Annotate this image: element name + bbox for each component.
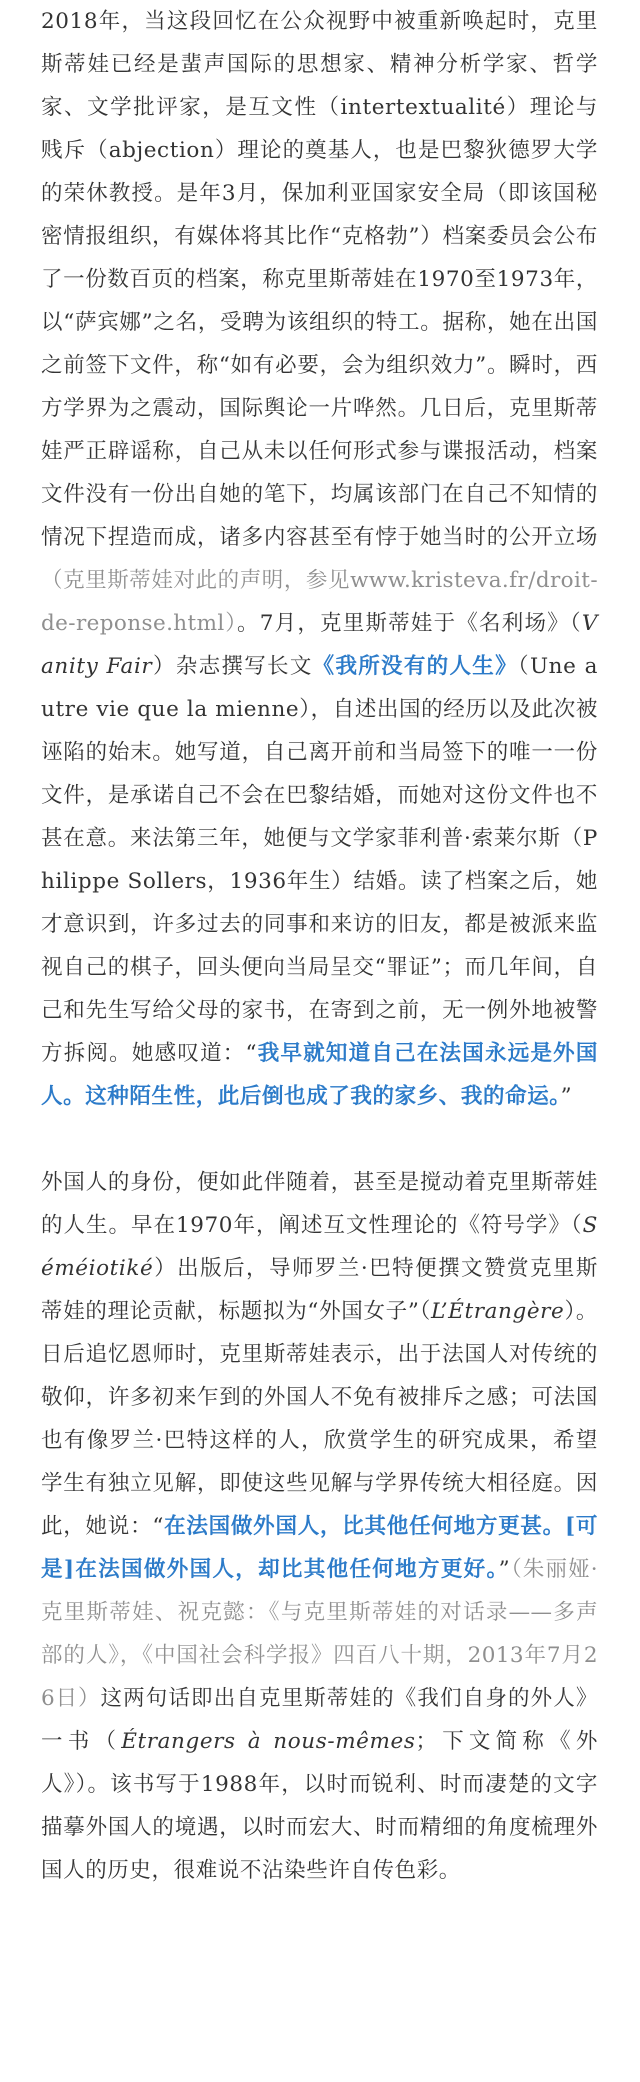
highlighted-quote: 我早就知道自己在法国永远是外国人。这种陌生性，此后倒也成了我的家乡、我的命运。 <box>41 1041 598 1109</box>
paragraph-text: ）出版后，导师罗兰·巴特便撰文赞赏克里斯蒂娃的理论贡献，标题拟为“外国女子”（ <box>41 1256 598 1324</box>
paragraph-text: 外国人的身份，便如此伴随着，甚至是搅动着克里斯蒂娃的人生。早在1970年，阐述互文性理论的《符号学》（ <box>41 1170 598 1238</box>
paragraph-kristeva-spy-allegation <box>41 0 598 1118</box>
book-title: L’Étrangère <box>431 1299 565 1324</box>
paragraph-text: ；下文简称《外人》）。该书写于1988年，以时而锐利、时而凄楚的文字描摹外国人的境遇，以时而宏大、时而精细的角度梳理外国人的历史，很难说不沾染些许自传色彩。 <box>41 1729 598 1883</box>
paragraph-foreigner-identity <box>41 1161 598 1892</box>
source-note: （克里斯蒂娃对此的声明，参见www.kristeva.fr/droit-de-reponse.html） <box>41 568 598 636</box>
magazine-title: Vanity Fair <box>41 611 598 679</box>
paragraph-text: ）。日后追忆恩师时，克里斯蒂娃表示，出于法国人对传统的敬仰，许多初来乍到的外国人不免有被排斥之感；可法国也有像罗兰·巴特这样的人，欣赏学生的研究成果，希望学生有独立见解，即使这些见解与学界传统大相径庭。因此，她说：“ <box>41 1299 598 1539</box>
book-title: Étrangers à nous-mêmes <box>121 1729 416 1754</box>
paragraph-text: ” <box>498 1557 511 1582</box>
paragraph-text: 。7月，克里斯蒂娃于《名利场》（ <box>237 611 582 636</box>
paragraph-text: ）杂志撰写长文 <box>152 654 313 679</box>
paragraph-text: ” <box>560 1084 573 1109</box>
essay-title-highlight: 《我所没有的人生》 <box>312 654 518 679</box>
highlighted-quote: 在法国做外国人，比其他任何地方更甚。[可是]在法国做外国人，却比其他任何地方更好。 <box>41 1514 598 1582</box>
paragraph-text: 这两句话即出自克里斯蒂娃的《我们自身的外人》一书（ <box>41 1686 598 1754</box>
paragraph-text: 2018年，当这段回忆在公众视野中被重新唤起时，克里斯蒂娃已经是蜚声国际的思想家、精神分析学家、哲学家、文学批评家，是互文性（intertextualité）理论与贱斥（abjection）理论的奠基人，也是巴黎狄德罗大学的荣休教授。是年3月，保加利亚国家安全局（即该国秘密情报组织，有媒体将其比作“克格勃”）档案委员会公布了一份数百页的档案，称克里斯蒂娃在1970至1973年，以“萨宾娜”之名，受聘为该组织的特工。据称，她在出国之前签下文件，称“如有必要，会为组织效力”。瞬时，西方学界为之震动，国际舆论一片哗然。几日后，克里斯蒂娃严正辟谣称，自己从未以任何形式参与谍报活动，档案文件没有一份出自她的笔下，均属该部门在自己不知情的情况下捏造而成，诸多内容甚至有悖于她当时的公开立场 <box>41 9 598 550</box>
source-note: （朱丽娅·克里斯蒂娃、祝克懿：《与克里斯蒂娃的对话录——多声部的人》，《中国社会科学报》四百八十期，2013年7月26日） <box>41 1557 598 1711</box>
book-title: Séméiotiké <box>41 1213 598 1281</box>
paragraph-text: （Une autre vie que la mienne），自述出国的经历以及此次被诬陷的始末。她写道，自己离开前和当局签下的唯一一份文件，是承诺自己不会在巴黎结婚，而她对这份文件也不甚在意。来法第三年，她便与文学家菲利普·索莱尔斯（Philippe Sollers，1936年生）结婚。读了档案之后，她才意识到，许多过去的同事和来访的旧友，都是被派来监视自己的棋子，回头便向当局呈交“罪证”；而几年间，自己和先生写给父母的家书，在寄到之前，无一例外地被警方拆阅。她感叹道：“ <box>41 654 598 1066</box>
